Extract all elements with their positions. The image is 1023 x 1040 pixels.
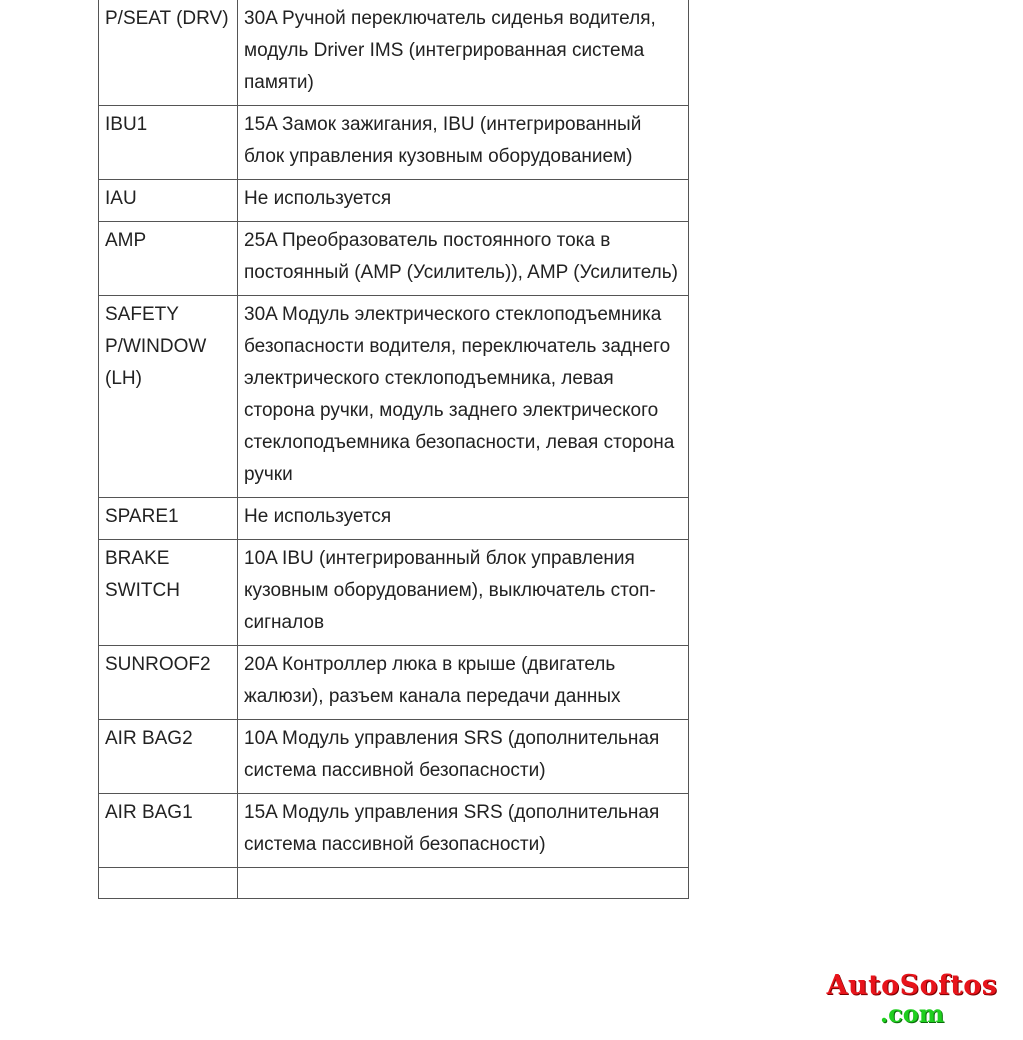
fuse-description: 10A IBU (интегрированный блок управления кузовным оборудованием), выключатель стоп-сигналов	[238, 540, 689, 646]
fuse-name-empty	[99, 868, 238, 899]
watermark-logo	[812, 972, 1012, 1026]
fuse-name: SPARE1	[99, 498, 238, 540]
fuse-name: IBU1	[99, 106, 238, 180]
fuse-name: AMP	[99, 222, 238, 296]
fuse-description: 30A Модуль электрического стеклоподъемника безопасности водителя, переключатель заднего электрического стеклоподъемника, левая сторона ручки, модуль заднего электрического стеклоподъемника безопасности, левая сторона ручки	[238, 296, 689, 498]
fuse-description: 15A Замок зажигания, IBU (интегрированный блок управления кузовным оборудованием)	[238, 106, 689, 180]
table-row	[99, 720, 689, 794]
fuse-description: 25A Преобразователь постоянного тока в постоянный (AMP (Усилитель)), AMP (Усилитель)	[238, 222, 689, 296]
watermark-brand: AutoSoftos	[826, 970, 998, 1001]
fuse-name: SAFETY P/WINDOW (LH)	[99, 296, 238, 498]
table-row	[99, 646, 689, 720]
fuse-name: AIR BAG2	[99, 720, 238, 794]
fuse-description: Не используется	[238, 498, 689, 540]
table-row	[99, 106, 689, 180]
table-row	[99, 540, 689, 646]
watermark-tld: .com	[879, 999, 945, 1028]
fuse-name: SUNROOF2	[99, 646, 238, 720]
table-row	[99, 296, 689, 498]
fuse-name: P/SEAT (DRV)	[99, 0, 238, 106]
table-row	[99, 794, 689, 868]
fuse-name: BRAKE SWITCH	[99, 540, 238, 646]
fuse-description: 10A Модуль управления SRS (дополнительная система пассивной безопасности)	[238, 720, 689, 794]
table-row	[99, 498, 689, 540]
fuse-description: Не используется	[238, 180, 689, 222]
fuse-name: AIR BAG1	[99, 794, 238, 868]
fuse-name: IAU	[99, 180, 238, 222]
fuse-description-empty	[238, 868, 689, 899]
table-row	[99, 0, 689, 106]
table-row	[99, 180, 689, 222]
fuse-description: 20A Контроллер люка в крыше (двигатель жалюзи), разъем канала передачи данных	[238, 646, 689, 720]
table-row-partial	[99, 868, 689, 899]
table-row	[99, 222, 689, 296]
fuse-description: 30A Ручной переключатель сиденья водителя, модуль Driver IMS (интегрированная система памяти)	[238, 0, 689, 106]
fuse-table	[98, 0, 689, 899]
fuse-description: 15A Модуль управления SRS (дополнительная система пассивной безопасности)	[238, 794, 689, 868]
